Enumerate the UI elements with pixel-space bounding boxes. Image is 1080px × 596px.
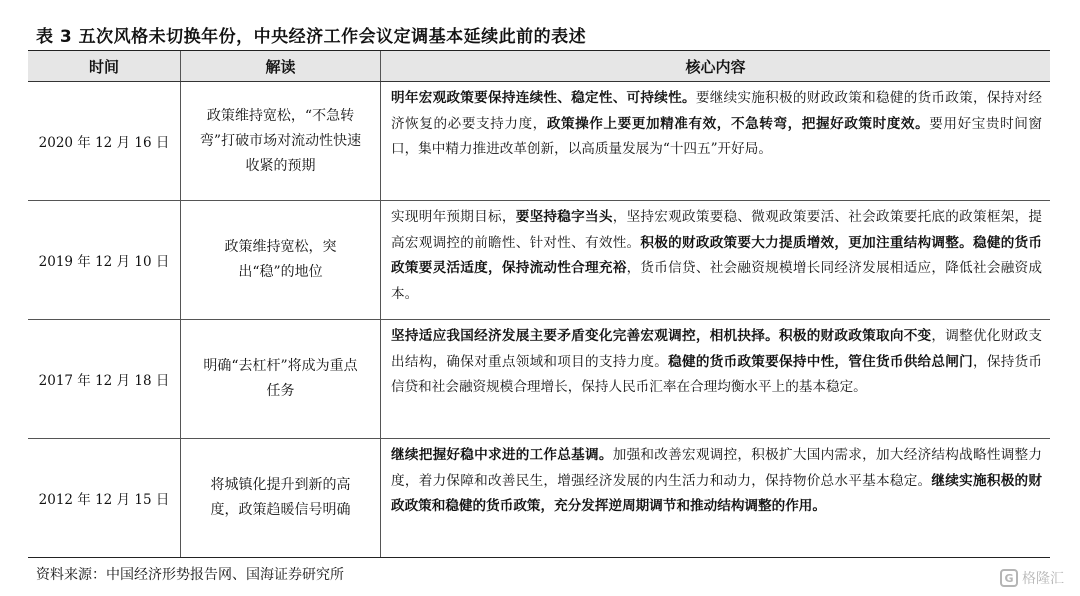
- row-core-content: [381, 439, 1050, 557]
- core-text: 实现明年预期目标，: [391, 209, 516, 225]
- row-date: 2012 年 12 月 15 日: [28, 439, 181, 557]
- core-text-emphasis: 政策操作上要更加精准有效，不急转弯，把握好政策时度效。: [546, 115, 930, 132]
- row-core-content: [381, 201, 1050, 319]
- header-time: 时间: [28, 51, 181, 81]
- table-header-row: [28, 51, 1050, 82]
- header-core-content: 核心内容: [685, 57, 746, 76]
- row-interpretation: 政策维持宽松，“不急转弯”打破市场对流动性快速收紧的预期: [181, 82, 381, 200]
- core-text-emphasis: 坚持适应我国经济发展主要矛盾变化完善宏观调控，相机抉择。积极的财政政策取向不变: [391, 328, 932, 344]
- core-text: 要用好宝贵时间窗口，集中精力推进改革创新，以高质量发展为“十四五”开好局。: [391, 115, 1043, 157]
- core-text: 加强和改善宏观调控，积极扩大国内需求，加大经济结构战略性调整力度，着力保障和改善民生，增强经济发展的内生活力和动力，保持物价总水平基本稳定。: [391, 447, 1043, 489]
- row-interpretation: 政策维持宽松，突出“稳”的地位: [181, 201, 381, 319]
- core-text: ，调整优化财政支出结构，确保对重点领域和项目的支持力度。: [391, 328, 1042, 370]
- gelonghui-logo-icon: G: [1000, 569, 1018, 587]
- core-text: ，坚持宏观政策要稳、微观政策要活、社会政策要托底的政策框架，提高宏观调控的前瞻性、针对性、有效性。: [391, 209, 1043, 251]
- core-text-emphasis: 积极的财政政策要大力提质增效，更加注重结构调整。稳健的货币政策要灵活适度，保持流动性合理充裕: [391, 234, 1043, 276]
- table-row: [28, 82, 1050, 201]
- source-note: 资料来源：中国经济形势报告网、国海证券研究所: [36, 567, 344, 583]
- core-text-emphasis: 稳健的货币政策要保持中性，管住货币供给总闸门: [668, 353, 973, 370]
- row-interpretation: 将城镇化提升到新的高度，政策趋暖信号明确: [181, 439, 381, 557]
- policy-table: [28, 50, 1050, 558]
- watermark-text: 格隆汇: [1022, 571, 1064, 587]
- row-interpretation: 明确“去杠杆”将成为重点任务: [181, 320, 381, 438]
- core-text-emphasis: 要坚持稳字当头: [515, 209, 613, 225]
- row-date: 2017 年 12 月 18 日: [28, 320, 181, 438]
- table-row: [28, 439, 1050, 557]
- core-text: ，货币信贷、社会融资规模增长同经济发展相适应，降低社会融资成本。: [391, 260, 1042, 302]
- core-text-emphasis: 继续实施积极的财政政策和稳健的货币政策，充分发挥逆周期调节和推动结构调整的作用。: [391, 472, 1042, 514]
- table-row: [28, 320, 1050, 439]
- row-core-content: [381, 320, 1050, 438]
- core-text: ，保持货币信贷和社会融资规模合理增长，保持人民币汇率在合理均衡水平上的基本稳定。: [391, 353, 1043, 395]
- row-date: 2020 年 12 月 16 日: [28, 82, 181, 200]
- table-row: [28, 201, 1050, 320]
- row-date: 2019 年 12 月 10 日: [28, 201, 181, 319]
- core-text-emphasis: 明年宏观政策要保持连续性、稳定性、可持续性。: [391, 90, 696, 106]
- watermark: [1000, 568, 1064, 588]
- table-title: 表 3 五次风格未切换年份，中央经济工作会议定调基本延续此前的表述: [36, 27, 587, 47]
- core-text: 要继续实施积极的财政政策和稳健的货币政策，保持对经济恢复的必要支持力度，: [391, 90, 1043, 132]
- core-text-emphasis: 继续把握好稳中求进的工作总基调。: [391, 447, 613, 463]
- row-core-content: [381, 82, 1050, 200]
- header-interpretation: 解读: [181, 51, 381, 81]
